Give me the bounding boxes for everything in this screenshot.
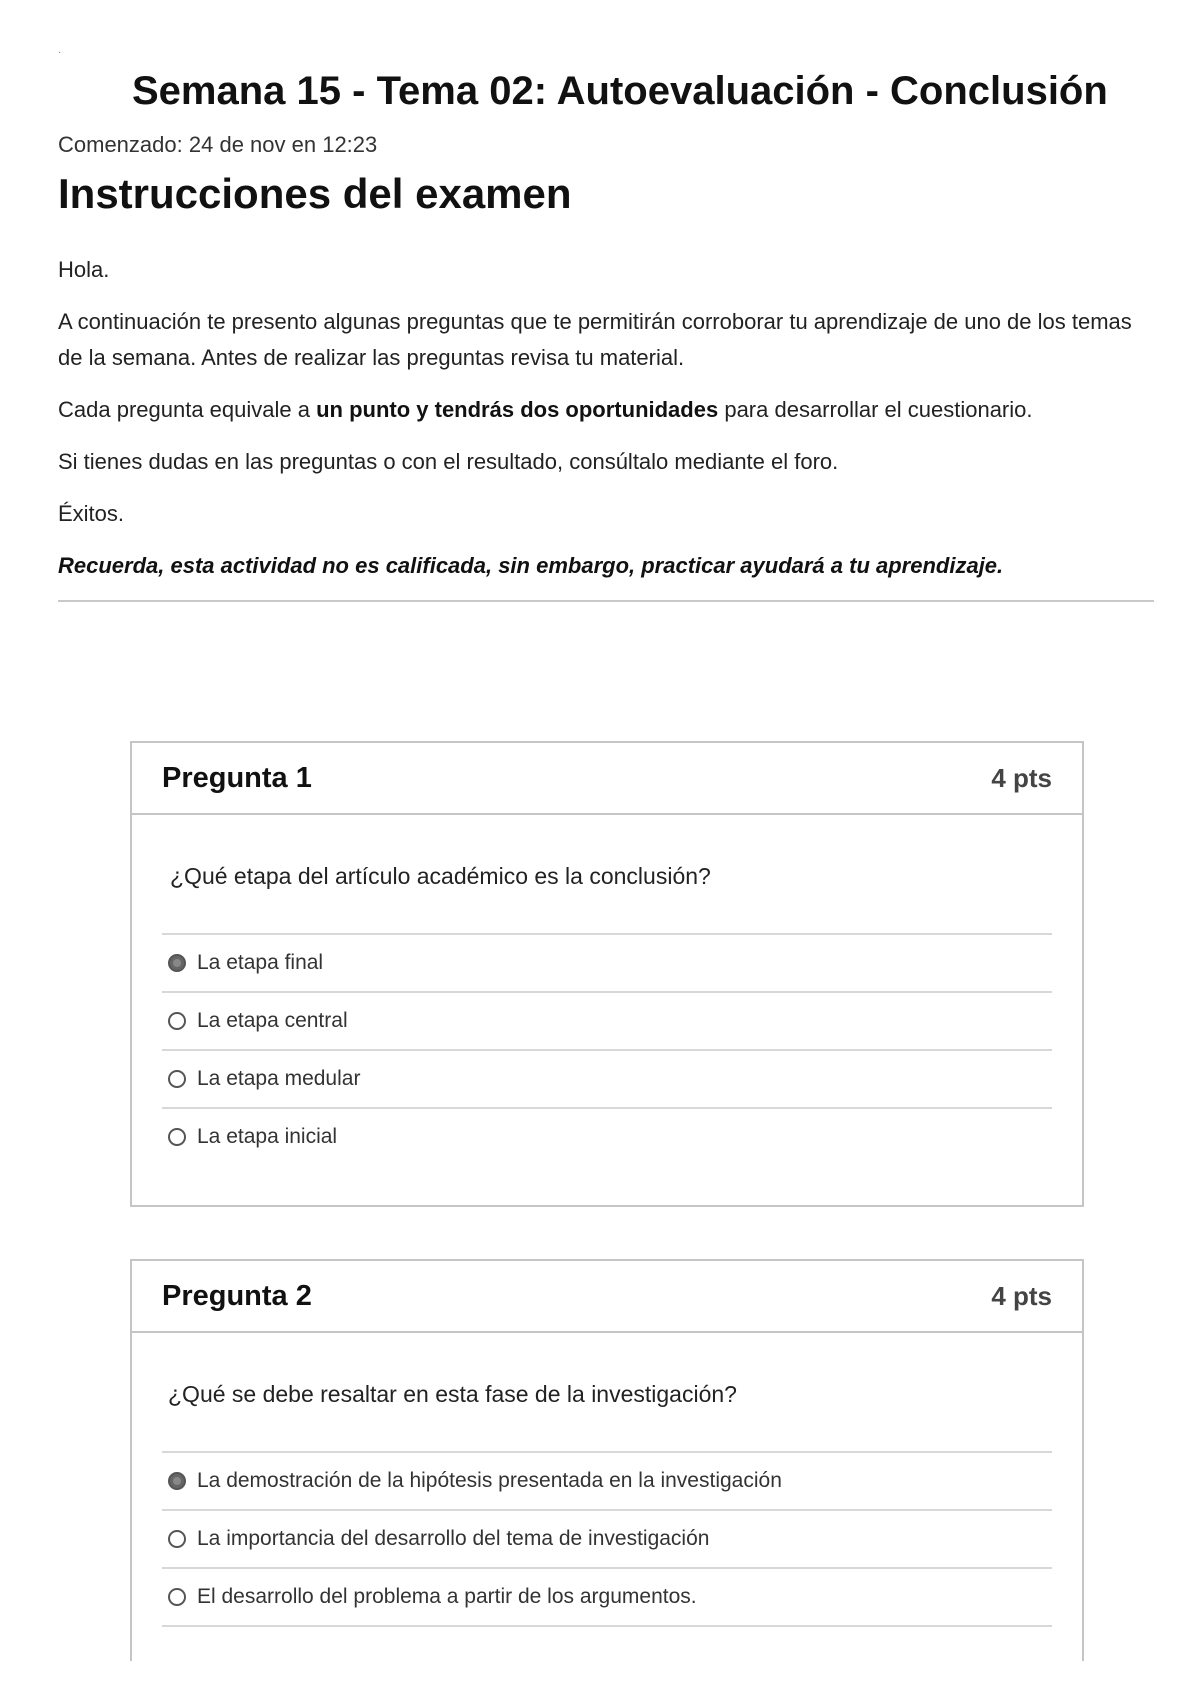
points-suffix: para desarrollar el cuestionario. bbox=[718, 397, 1033, 422]
answer-list bbox=[162, 1451, 1052, 1627]
answer-list bbox=[162, 933, 1052, 1165]
doubts-text: Si tienes dudas en las preguntas o con el resultado, consúltalo mediante el foro. bbox=[58, 449, 839, 474]
started-label: Comenzado: bbox=[58, 132, 183, 157]
radio-unselected-icon[interactable] bbox=[168, 1128, 186, 1146]
question-body bbox=[132, 815, 1082, 1205]
question-body bbox=[132, 1333, 1082, 1627]
greeting-text: Hola. bbox=[58, 257, 110, 282]
success-text: Éxitos. bbox=[58, 501, 125, 526]
answer-label: La demostración de la hipótesis presentada en la investigación bbox=[197, 1469, 782, 1492]
answer-label: La etapa final bbox=[197, 951, 324, 974]
answer-option[interactable] bbox=[162, 1453, 1052, 1511]
question-points: 4 pts bbox=[991, 1280, 1052, 1311]
answer-label: La importancia del desarrollo del tema de investigación bbox=[197, 1527, 710, 1550]
points-text bbox=[58, 392, 1154, 428]
section-divider bbox=[58, 600, 1154, 602]
points-bold: un punto y tendrás dos oportunidades bbox=[316, 397, 719, 422]
radio-unselected-icon[interactable] bbox=[168, 1588, 186, 1606]
practice-note: Recuerda, esta actividad no es calificada, sin embargo, practicar ayudará a tu aprendizaje. bbox=[58, 553, 1004, 578]
answer-option[interactable] bbox=[162, 1051, 1052, 1109]
answer-label: El desarrollo del problema a partir de los argumentos. bbox=[197, 1585, 697, 1608]
started-value: 24 de nov en 12:23 bbox=[188, 132, 378, 157]
page-marker: · bbox=[58, 47, 62, 58]
question-title: Pregunta 2 bbox=[162, 1279, 312, 1312]
answer-label: La etapa central bbox=[197, 1009, 348, 1032]
question-title: Pregunta 1 bbox=[162, 761, 312, 794]
answer-label: La etapa inicial bbox=[197, 1125, 338, 1148]
instructions-heading: Instrucciones del examen bbox=[58, 170, 572, 217]
question-header bbox=[132, 1261, 1082, 1333]
question-text: ¿Qué se debe resaltar en esta fase de la investigación? bbox=[168, 1381, 737, 1407]
question-header bbox=[132, 743, 1082, 815]
quiz-page bbox=[58, 0, 1154, 1608]
points-prefix: Cada pregunta equivale a bbox=[58, 397, 317, 422]
answer-option[interactable] bbox=[162, 993, 1052, 1051]
answer-option[interactable] bbox=[162, 935, 1052, 993]
answer-label: La etapa medular bbox=[197, 1067, 361, 1090]
question-card bbox=[130, 1259, 1084, 1661]
start-info bbox=[58, 130, 1154, 160]
page-title: Semana 15 - Tema 02: Autoevaluación - Conclusión bbox=[132, 69, 1108, 113]
radio-selected-icon[interactable] bbox=[168, 954, 186, 972]
intro-text: A continuación te presento algunas preguntas que te permitirán corroborar tu aprendizaje de uno de los temas de la semana. Antes de realizar las preguntas revisa tu material. bbox=[58, 309, 1132, 370]
answer-option[interactable] bbox=[162, 1511, 1052, 1569]
answer-option[interactable] bbox=[162, 1569, 1052, 1627]
radio-unselected-icon[interactable] bbox=[168, 1530, 186, 1548]
radio-unselected-icon[interactable] bbox=[168, 1012, 186, 1030]
question-text: ¿Qué etapa del artículo académico es la conclusión? bbox=[170, 863, 711, 889]
instructions-body bbox=[58, 252, 1154, 584]
question-points: 4 pts bbox=[991, 762, 1052, 793]
radio-selected-icon[interactable] bbox=[168, 1472, 186, 1490]
answer-option[interactable] bbox=[162, 1109, 1052, 1165]
question-card bbox=[130, 741, 1084, 1207]
radio-unselected-icon[interactable] bbox=[168, 1070, 186, 1088]
